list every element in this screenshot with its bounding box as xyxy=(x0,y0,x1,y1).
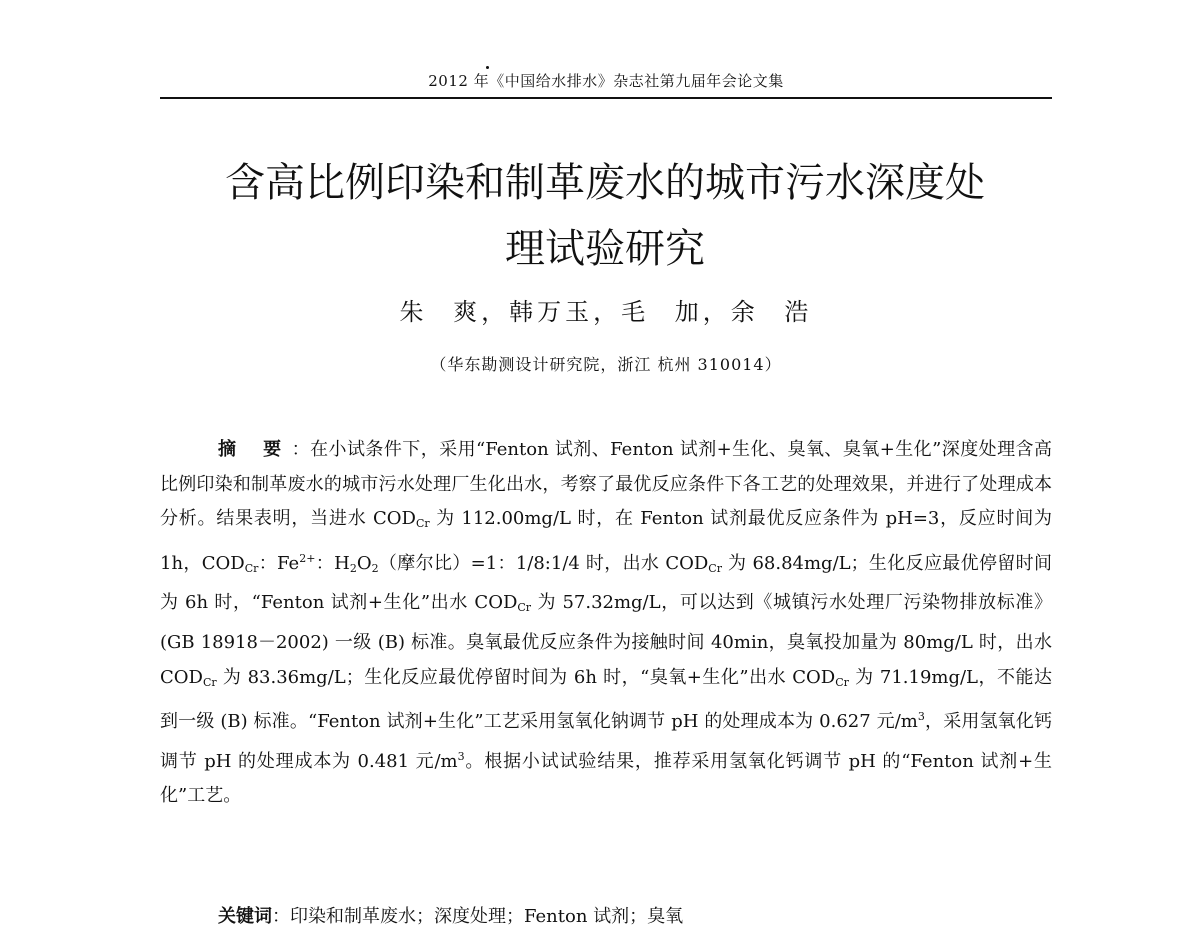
keywords-text: ：印染和制革废水；深度处理；Fenton 试剂；臭氧 xyxy=(272,906,684,927)
subscript-cr: Cr xyxy=(244,561,259,575)
abstract xyxy=(160,433,1052,814)
abstract-text: ：H xyxy=(315,552,350,574)
title-line-1: 含高比例印染和制革废水的城市污水深度处 xyxy=(225,160,985,206)
abstract-text: 为 71.19mg/L，不能达到一级 (B) 标准。“Fenton 试剂+生化”工艺采用氢氧化钠调节 pH 的处理成本为 0.627 元/m xyxy=(160,666,1052,733)
author-list: 朱 爽，韩万玉，毛 加，余 浩 xyxy=(399,298,813,326)
subscript-cr: Cr xyxy=(517,601,532,615)
abstract-text: O xyxy=(356,552,372,574)
superscript-3: 3 xyxy=(917,710,925,724)
title-line-2: 理试验研究 xyxy=(505,226,705,272)
superscript-fe: 2+ xyxy=(299,551,316,565)
abstract-text: 在小试条件下，采用“Fenton 试剂、Fenton 试剂+生化、臭氧、臭氧+生化”深度处理含高比例印染和制革废水的城市污水处理厂生化出水，考察了最优反应条件下各工艺的处理效果，并进行了处理成本分析。结果表明，当进水 COD xyxy=(160,439,1052,530)
abstract-text: 为 112.00mg/L 时，在 Fenton 试剂最优反应条件为 pH=3，反应时间为 1h，COD xyxy=(160,508,1052,574)
subscript-cr: Cr xyxy=(415,517,430,531)
abstract-text: ，采用氢氧化钙调节 pH 的处理成本为 0.481 元/m xyxy=(160,711,1052,772)
abstract-text: 为 57.32mg/L，可以达到《城镇污水处理厂污染物排放标准》(GB 18918－2002) 一级 (B) 标准。臭氧最优反应条件为接触时间 40min，臭氧投加量为 80mg/L 时，出水 COD xyxy=(160,592,1052,688)
abstract-colon: ： xyxy=(291,439,311,460)
subscript-cr: Cr xyxy=(202,675,217,689)
keywords xyxy=(218,900,1052,934)
abstract-text: （摩尔比）=1：1/8:1/4 时，出水 COD xyxy=(378,552,709,574)
subscript-2: 2 xyxy=(349,561,357,575)
superscript-3: 3 xyxy=(457,749,465,763)
header-dot xyxy=(486,66,489,69)
keywords-label: 关键词 xyxy=(218,906,272,927)
abstract-label: 摘 要 xyxy=(218,439,292,460)
subscript-cr: Cr xyxy=(708,561,722,575)
abstract-text: 为 68.84mg/L；生化反应最优停留时间为 6h 时，“Fenton 试剂+生化”出水 COD xyxy=(160,552,1052,614)
abstract-text: 。根据小试试验结果，推荐采用氢氧化钙调节 pH 的“Fenton 试剂+生化”工艺。 xyxy=(160,750,1052,807)
subscript-cr: Cr xyxy=(835,675,849,689)
paper-title xyxy=(140,150,1070,282)
abstract-text: ：Fe xyxy=(258,552,300,574)
journal-header: 2012 年《中国给水排水》杂志社第九届年会论文集 xyxy=(160,70,1052,99)
abstract-text: 为 83.36mg/L；生化反应最优停留时间为 6h 时，“臭氧+生化”出水 COD xyxy=(216,666,836,688)
affiliation: （华东勘测设计研究院，浙江 杭州 310014） xyxy=(430,355,782,374)
subscript-2: 2 xyxy=(371,561,379,575)
